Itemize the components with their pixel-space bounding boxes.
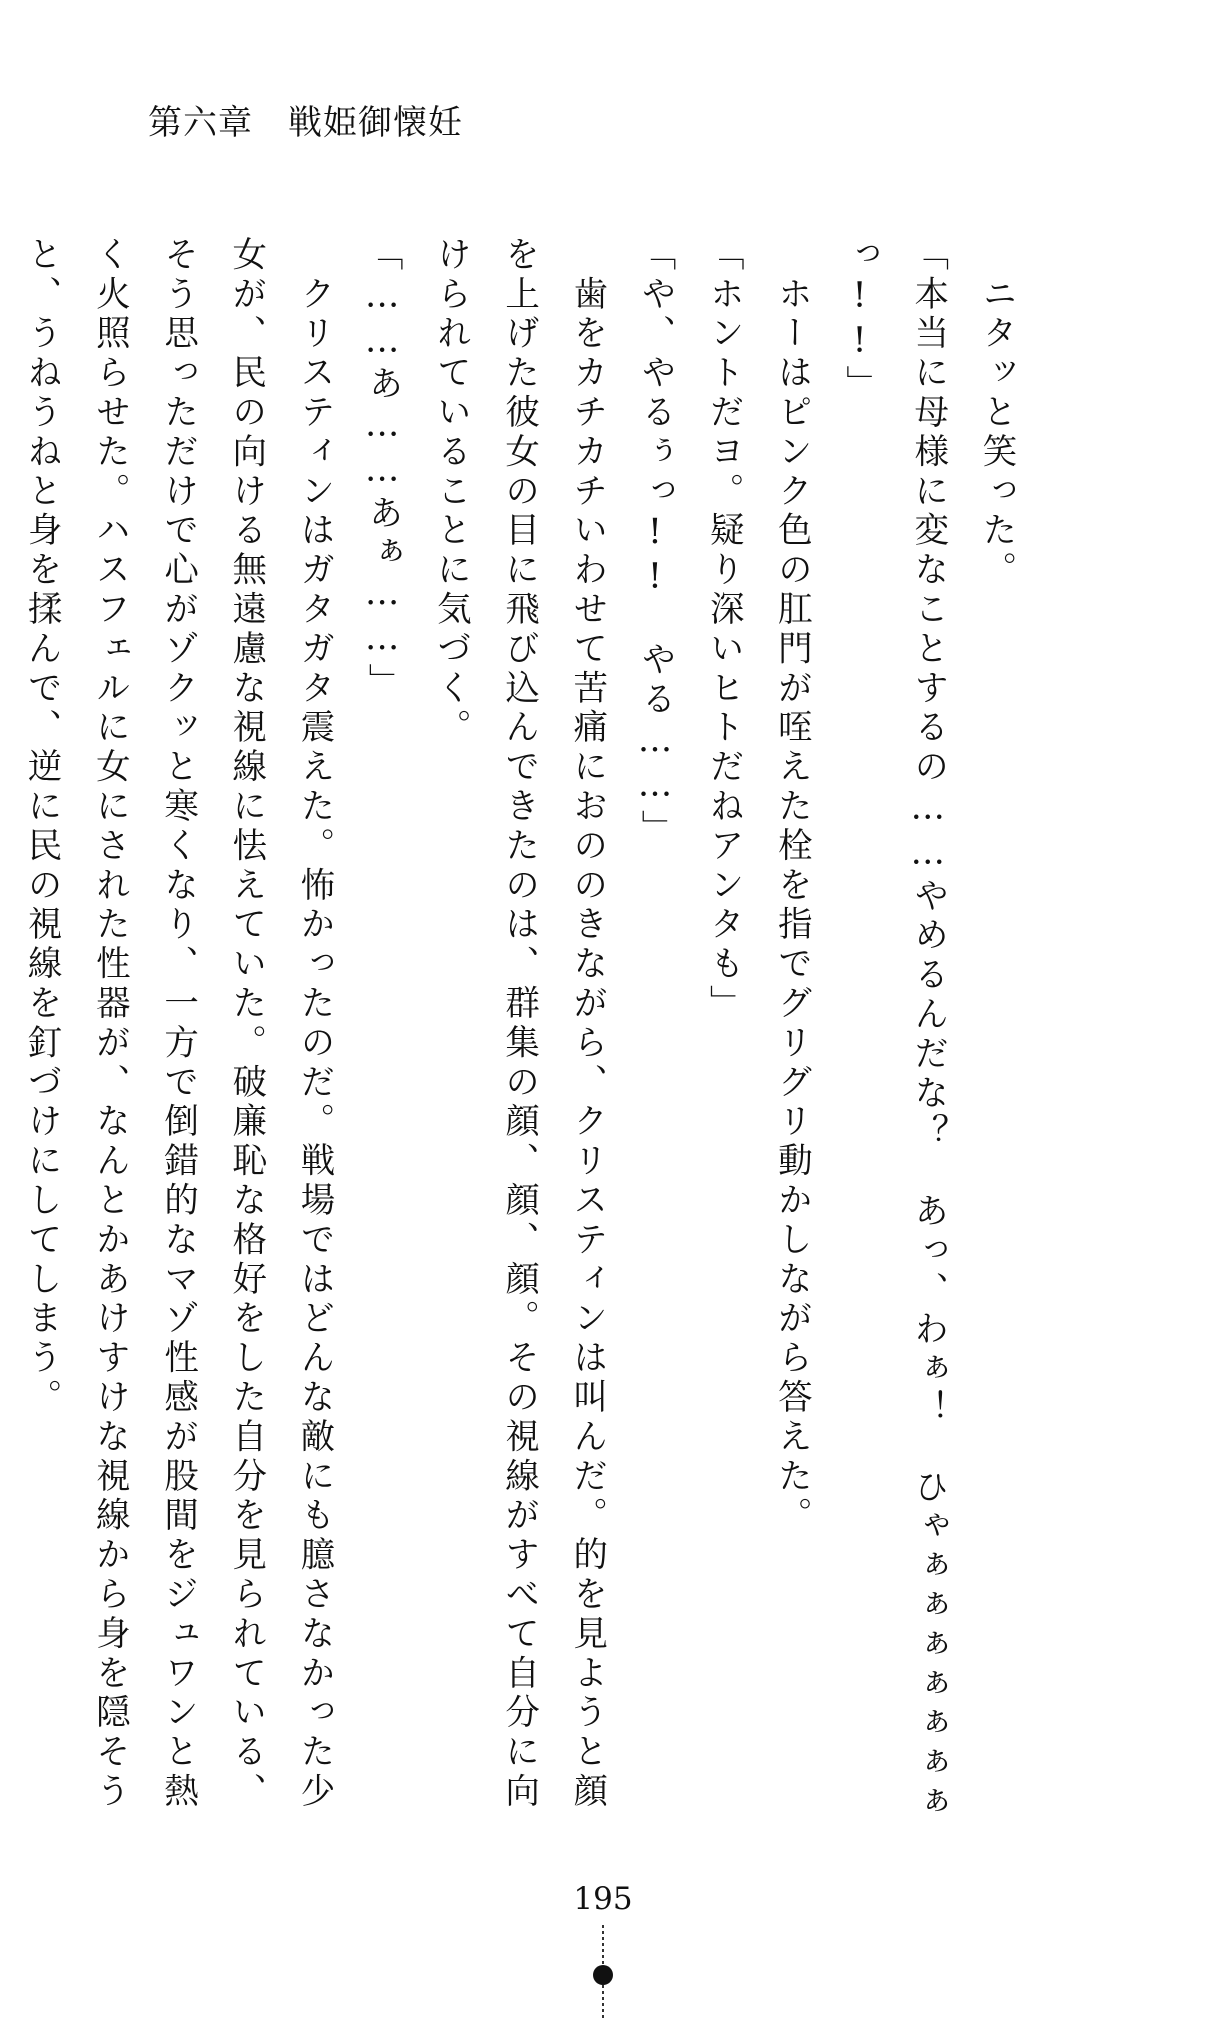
text-line: を上げた彼女の目に飛び込んできたのは、群集の顔、顔、顔。その視線がすべて自分に向 [498, 236, 539, 1812]
page-number: 195 [573, 1881, 633, 1917]
running-header: 第六章 戦姫御懐妊 [148, 103, 463, 143]
text-line: けられていることに気づく。 [430, 236, 471, 749]
text-line: と、うねうねと身を揉んで、逆に民の視線を釘づけにしてしまう。 [21, 236, 62, 1418]
text-line: ホーはピンク色の肛門が咥えた栓を指でグリグリ動かしながら答えた。 [771, 236, 812, 1537]
text-line: クリスティンはガタガタ震えた。怖かったのだ。戦場ではどんな敵にも臆さなかった少 [293, 236, 334, 1812]
page-marker-icon [592, 1925, 614, 2020]
text-line: そう思っただけで心がゾクッと寒くなり、一方で倒錯的なマゾ性感が股間をジュワンと熱 [157, 236, 198, 1812]
marker-dot [593, 1965, 613, 1985]
text-line: く火照らせた。ハスフェルに女にされた性器が、なんとかあけすけな視線から身を隠そう [89, 236, 130, 1812]
text-line [0, 236, 7, 1776]
text-line: っ!!」 [839, 236, 880, 405]
text-line: 歯をカチカチいわせて苦痛におののきながら、クリスティンは叫んだ。的を見ようと顔 [566, 236, 607, 1812]
vertical-body-text [0, 236, 1030, 1823]
text-line: 「ホントだヨ。疑り深いヒトだねアンタも」 [703, 236, 744, 1024]
text-line: 「……あ……あぁ……」 [362, 236, 403, 703]
text-line: 女が、民の向ける無遠慮な視線に怯えていた。破廉恥な格好をした自分を見られている、 [225, 236, 266, 1812]
text-line: 「本当に母様に変なことするの……やめるんだな？ あっ、わぁ！ ひゃぁぁぁぁぁぁぁ [907, 236, 948, 1823]
text-line: ニタッと笑った。 [976, 236, 1016, 591]
text-line: 「や、やるぅっ!! やる……」 [634, 236, 675, 849]
